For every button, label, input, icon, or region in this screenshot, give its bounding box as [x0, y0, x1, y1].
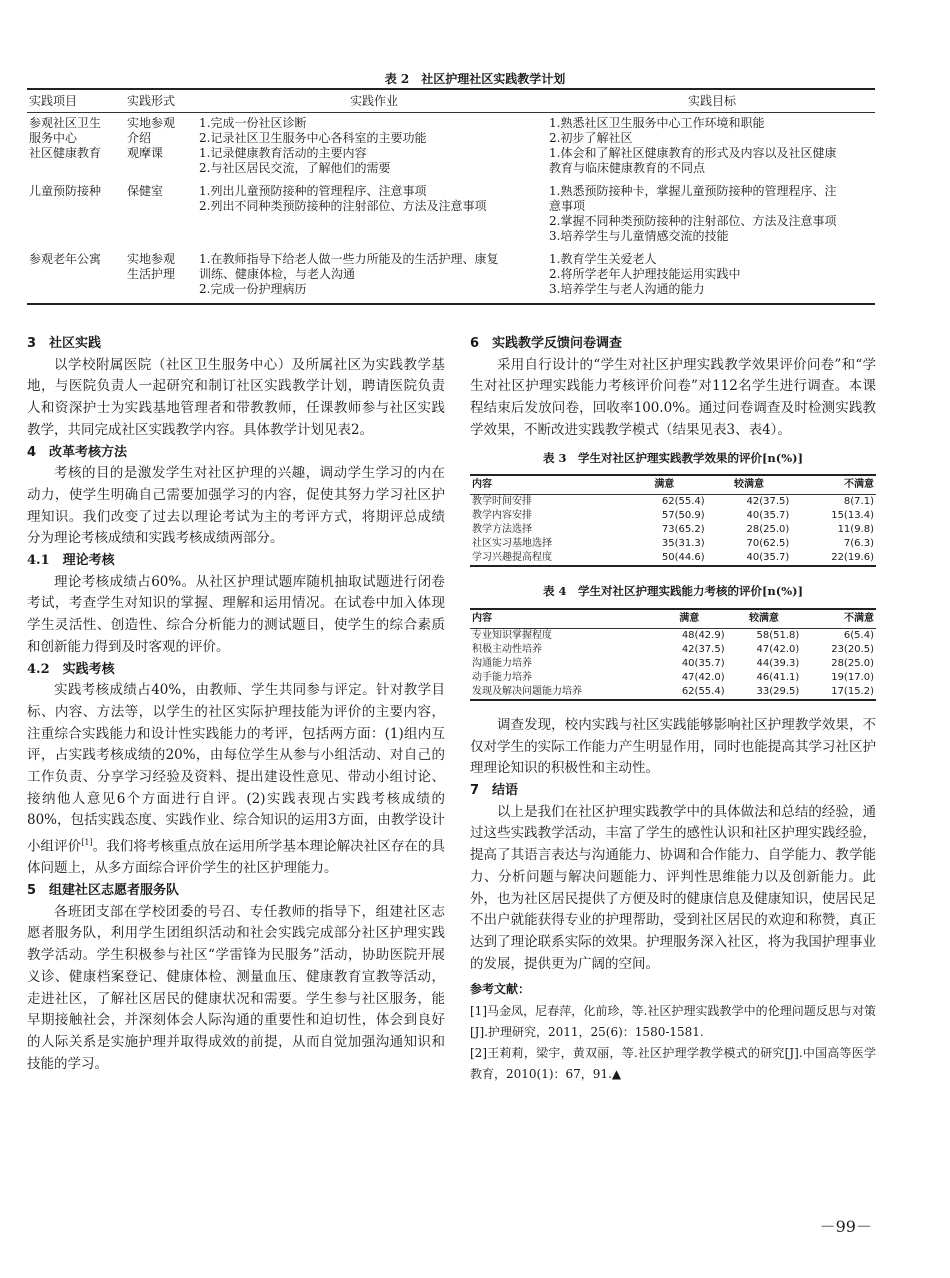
table3-header-content: 内容: [470, 475, 622, 495]
table2-cell-line: 儿童预防接种: [29, 184, 102, 198]
table4-cell: 47(42.0): [681, 671, 725, 683]
table2-cell-line: 2.列出不同种类预防接种的注射部位、方法及注意事项: [199, 199, 487, 213]
table4-cell: 19(17.0): [831, 671, 874, 683]
table3-header-unsatisfied: 不满意: [791, 475, 876, 495]
section-3-heading: 3 社区实践: [27, 336, 102, 351]
table2-row: [27, 252, 875, 305]
table2-cell-work: [199, 252, 549, 297]
table2-header-work: 实践作业: [349, 94, 398, 108]
table3-body: [470, 495, 876, 567]
table3-cell: 57(50.9): [661, 510, 705, 522]
table2-cell-line: 1.完成一份社区诊断: [199, 116, 307, 130]
table2-header-project: 实践项目: [29, 94, 78, 108]
table3-header-row: [470, 475, 876, 495]
table2-cell-line: 1.熟悉预防接种卡，掌握儿童预防接种的管理程序、注: [549, 184, 837, 198]
table3-cell: 社区实习基地选择: [472, 538, 552, 550]
section-7-paragraph: 以上是我们在社区护理实践教学中的具体做法和总结的经验，通过这些实践教学活动，丰富了学生的感性认识和社区护理实践经验，提高了其语言表达与沟通能力、协调和合作能力、自学能力、教学能力、分析问题与解决问题能力、评判性思维能力以及创新能力。此外，也为社区居民提供了方便及时的健康信息及健康知识，使居民足不出户就能获得专业的护理帮助，受到社区居民的欢迎和称赞，真正达到了理论联系实际的效果。护理服务深入社区，将为我国护理事业的发展，提供更为广阔的空间。: [470, 803, 876, 972]
citation-1: [1]: [81, 838, 93, 848]
table3-cell: 教学内容安排: [472, 510, 532, 522]
table4-cell: 17(15.2): [801, 685, 876, 700]
reference-2-text: [2]王莉莉，梁宇，黄双丽，等.社区护理学教学模式的研究[J].中国高等医学教育，2010(1)：67，91.: [470, 1046, 876, 1082]
table3-cell: 22(19.6): [791, 551, 876, 566]
table4-cell: 积极主动性培养: [472, 643, 542, 655]
table2-cell-line: 2.初步了解社区: [549, 131, 633, 145]
table4-cell: 46(41.1): [756, 671, 800, 683]
table3-cell: 学习兴趣提高程度: [470, 551, 622, 566]
table4-cell: 发现及解决问题能力培养: [470, 685, 652, 700]
table2-cell-project: [27, 252, 127, 297]
references-title: 参考文献：: [470, 982, 531, 997]
section-5-heading: 5 组建社区志愿者服务队: [27, 883, 180, 899]
table4-header-unsatisfied: 不满意: [801, 609, 876, 629]
table2-cell-line: 1.熟悉社区卫生服务中心工作环境和职能: [549, 116, 765, 130]
table2-cell-form: [127, 252, 199, 297]
table2-header-row: [27, 90, 875, 112]
table2-cell-goal: [549, 116, 875, 176]
table4-cell: 40(35.7): [681, 657, 725, 669]
table3-cell: 70(62.5): [746, 538, 790, 550]
section-5-paragraph: 各班团支部在学校团委的号召、专任教师的指导下，组建社区志愿者服务队，利用学生团组织活动和社会实践完成部分社区护理实践教学活动。学生积极参与社区“学雷锋为民服务”活动，协助医院开展义诊、健康档案登记、健康体检、测量血压、健康教育宣教等活动，走进社区，了解社区居民的健康状况和需要。学生参与社区服务，能早期接触社会，并深刻体会人际沟通的重要性和迫切性，体会到良好的人际关系是实施护理并取得成效的前提，从而自觉加强沟通知识和技能的学习。: [27, 903, 445, 1072]
section-4-2-paragraph: [27, 680, 445, 880]
table4-cell: 动手能力培养: [472, 671, 532, 683]
table4-cell: 6(5.4): [843, 629, 874, 641]
table4: [470, 608, 876, 701]
table2-cell-line: 1.记录健康教育活动的主要内容: [199, 146, 367, 160]
table4-header-fairly-satisfied: 较满意: [727, 609, 802, 629]
table4-cell: 47(42.0): [756, 643, 800, 655]
section-4-paragraph: 考核的目的是激发学生对社区护理的兴趣，调动学生学习的内在动力，使学生明确自己需要加强学习的内容，促使其努力学习社区护理知识。我们改变了过去以理论考试为主的考评方式，将期评总成绩分为理论考核成绩和实践考核成绩两部分。: [27, 465, 445, 547]
section-3-paragraph: 以学校附属医院（社区卫生服务中心）及所属社区为实践教学基地，与医院负责人一起研究和制订社区实践教学计划，聘请医院负责人和资深护士为实践基地管理者和带教教师，任课教师参与社区实践教学，共同完成社区实践教学内容。具体教学计划见表2。: [27, 356, 445, 438]
table2-header-goal: 实践目标: [687, 94, 736, 108]
table2-cell-line: 3.培养学生与老人沟通的能力: [549, 282, 705, 296]
table2-cell-form: [127, 116, 199, 176]
table4-cell: 28(25.0): [831, 657, 874, 669]
table2-cell-project: [27, 116, 127, 176]
table3-row: [470, 509, 876, 523]
table4-row: [470, 657, 876, 671]
table2-cell-line: 2.记录社区卫生服务中心各科室的主要功能: [199, 131, 427, 145]
table4-cell: 33(29.5): [727, 685, 802, 700]
table2: [27, 88, 875, 305]
table4-header-row: [470, 609, 876, 629]
table3-row: [470, 523, 876, 537]
end-mark-icon: ▲: [611, 1067, 622, 1082]
table3-cell: 15(13.4): [831, 510, 874, 522]
table4-cell: 48(42.9): [681, 629, 725, 641]
table4-cell: 58(51.8): [756, 629, 800, 641]
table4-header-content: 内容: [470, 609, 652, 629]
table2-cell-line: 3.培养学生与儿童情感交流的技能: [549, 229, 729, 243]
table2-cell-line: 社区健康教育: [29, 146, 102, 160]
section-4-2-heading: 4.2 实践考核: [27, 661, 115, 677]
reference-1: [1]马金凤，尼春萍，化前珍，等.社区护理实践教学中的伦理问题反思与对策[J].护理研究，2011，25(6)：1580-1581.: [470, 1004, 876, 1040]
table4-cell: 专业知识掌握程度: [472, 629, 552, 641]
table2-cell-line: 1.在教师指导下给老人做一些力所能及的生活护理、康复: [199, 252, 499, 266]
table2-row: [27, 113, 875, 184]
table3-row: [470, 537, 876, 551]
left-column: [27, 333, 445, 1075]
table2-cell-line: 2.将所学老年人护理技能运用实践中: [549, 267, 741, 281]
table3-row: [470, 551, 876, 566]
table2-cell-line: 1.体会和了解社区健康教育的形式及内容以及社区健康: [549, 146, 837, 160]
section-4-1-paragraph: 理论考核成绩占60%。从社区护理试题库随机抽取试题进行闭卷考试，考查学生对知识的掌握、理解和运用情况。在试卷中加入体现学生灵活性、创造性、综合分析能力的测试题目，使学生的综合素质和创新能力得到及时客观的评价。: [27, 573, 445, 655]
table4-body: [470, 628, 876, 700]
table4-row: [470, 643, 876, 657]
table2-cell-goal: [549, 184, 875, 244]
table2-cell-project: [27, 184, 127, 244]
section-6-paragraph: 采用自行设计的“学生对社区护理实践教学效果评价问卷”和“学生对社区护理实践能力考核评价问卷”对112名学生进行调查。本课程结束后发放问卷，回收率100.0%。通过问卷调查及时检测实践教学效果，不断改进实践教学模式（结果见表3、表4）。: [470, 356, 876, 438]
section-6-paragraph-2: 调查发现，校内实践与社区实践能够影响社区护理教学效果，不仅对学生的实际工作能力产生明显作用，同时也能提高其学习社区护理理论知识的积极性和主动性。: [470, 716, 876, 777]
table3: [470, 474, 876, 567]
table2-cell-line: 1.教育学生关爱老人: [549, 252, 657, 266]
table2-cell-line: 实地参观: [127, 252, 176, 266]
table2-cell-line: 训练、健康体检，与老人沟通: [199, 267, 356, 281]
table2-cell-line: 2.掌握不同种类预防接种的注射部位、方法及注意事项: [549, 214, 837, 228]
table2-title: 表 2 社区护理社区实践教学计划: [384, 72, 566, 86]
table3-header-satisfied: 满意: [622, 475, 707, 495]
table3-cell: 教学时间安排: [472, 496, 532, 508]
table3-cell: 40(35.7): [746, 510, 790, 522]
table4-cell: 62(55.4): [652, 685, 727, 700]
section-4-2-text-a: 实践考核成绩占40%，由教师、学生共同参与评定。针对教学目标、内容、方法等，以学生的社区实际护理技能为评价的主要内容，注重综合实践能力和设计性实践能力的考评，包括两方面：(1)组内互评，占实践考核成绩的20%，由每位学生从参与小组活动、对自己的工作负责、分享学习经验及资料、提出建设性意见、带动小组讨论、接纳他人意见6个方面进行自评。(2)实践表现占实践考核成绩的80%，包括实践态度、实践作业、综合知识的运用3方面，由教学设计小组评价: [27, 682, 445, 855]
table2-cell-line: 实地参观: [127, 116, 176, 130]
table2-cell-line: 教育与临床健康教育的不同点: [549, 161, 706, 175]
section-4-2-text-b: 。我们将考核重点放在运用所学基本理论解决社区存在的具体问题上，从多方面综合评价学生的社区护理能力。: [27, 838, 446, 877]
table2-cell-line: 介绍: [127, 131, 152, 145]
section-4-heading: 4 改革考核方法: [27, 444, 128, 460]
table2-cell-work: [199, 116, 549, 176]
table4-row: [470, 671, 876, 685]
table3-cell: 40(35.7): [707, 551, 792, 566]
table2-row: [27, 184, 875, 252]
table3-cell: 教学方法选择: [472, 524, 532, 536]
table4-title: 表 4 学生对社区护理实践能力考核的评价[n(%)]: [542, 584, 804, 599]
table3-cell: 8(7.1): [843, 496, 874, 508]
table4-row: [470, 685, 876, 700]
section-7-heading: 7 结语: [470, 783, 519, 799]
table4-cell: 沟通能力培养: [472, 657, 532, 669]
table2-cell-work: [199, 184, 549, 244]
table3-cell: 28(25.0): [746, 524, 790, 536]
section-6-heading: 6 实践教学反馈问卷调查: [470, 336, 623, 351]
table2-cell-line: 参观老年公寓: [29, 252, 102, 266]
table2-cell-line: 参观社区卫生: [29, 116, 102, 130]
right-column: [470, 333, 876, 1085]
table3-cell: 62(55.4): [661, 496, 705, 508]
table2-cell-line: 2.完成一份护理病历: [199, 282, 307, 296]
table2-cell-form: [127, 184, 199, 244]
section-4-1-heading: 4.1 理论考核: [27, 553, 115, 569]
table3-header-fairly-satisfied: 较满意: [707, 475, 792, 495]
table2-cell-line: 意事项: [549, 199, 586, 213]
table2-cell-line: 2.与社区居民交流，了解他们的需要: [199, 161, 391, 175]
table2-cell-line: 保健室: [127, 184, 164, 198]
table4-cell: 42(37.5): [681, 643, 725, 655]
table2-cell-line: 观摩课: [127, 146, 164, 160]
table2-header-form: 实践形式: [127, 94, 176, 108]
table3-cell: 11(9.8): [837, 524, 874, 536]
reference-2: [470, 1043, 876, 1085]
table3-row: [470, 495, 876, 510]
table2-body: [27, 113, 875, 305]
table3-cell: 7(6.3): [843, 538, 874, 550]
table3-cell: 73(65.2): [661, 524, 705, 536]
table2-cell-line: 生活护理: [127, 267, 176, 281]
table3-title: 表 3 学生对社区护理实践教学效果的评价[n(%)]: [542, 450, 804, 465]
table3-cell: 35(31.3): [661, 538, 705, 550]
table3-cell: 50(44.6): [622, 551, 707, 566]
table2-cell-goal: [549, 252, 875, 297]
table2-cell-line: 服务中心: [29, 131, 78, 145]
table4-header-satisfied: 满意: [652, 609, 727, 629]
table4-cell: 44(39.3): [756, 657, 800, 669]
page-number: －99－: [819, 1217, 872, 1236]
table3-cell: 42(37.5): [746, 496, 790, 508]
table2-cell-line: 1.列出儿童预防接种的管理程序、注意事项: [199, 184, 427, 198]
table4-row: [470, 628, 876, 643]
table4-cell: 23(20.5): [831, 643, 874, 655]
